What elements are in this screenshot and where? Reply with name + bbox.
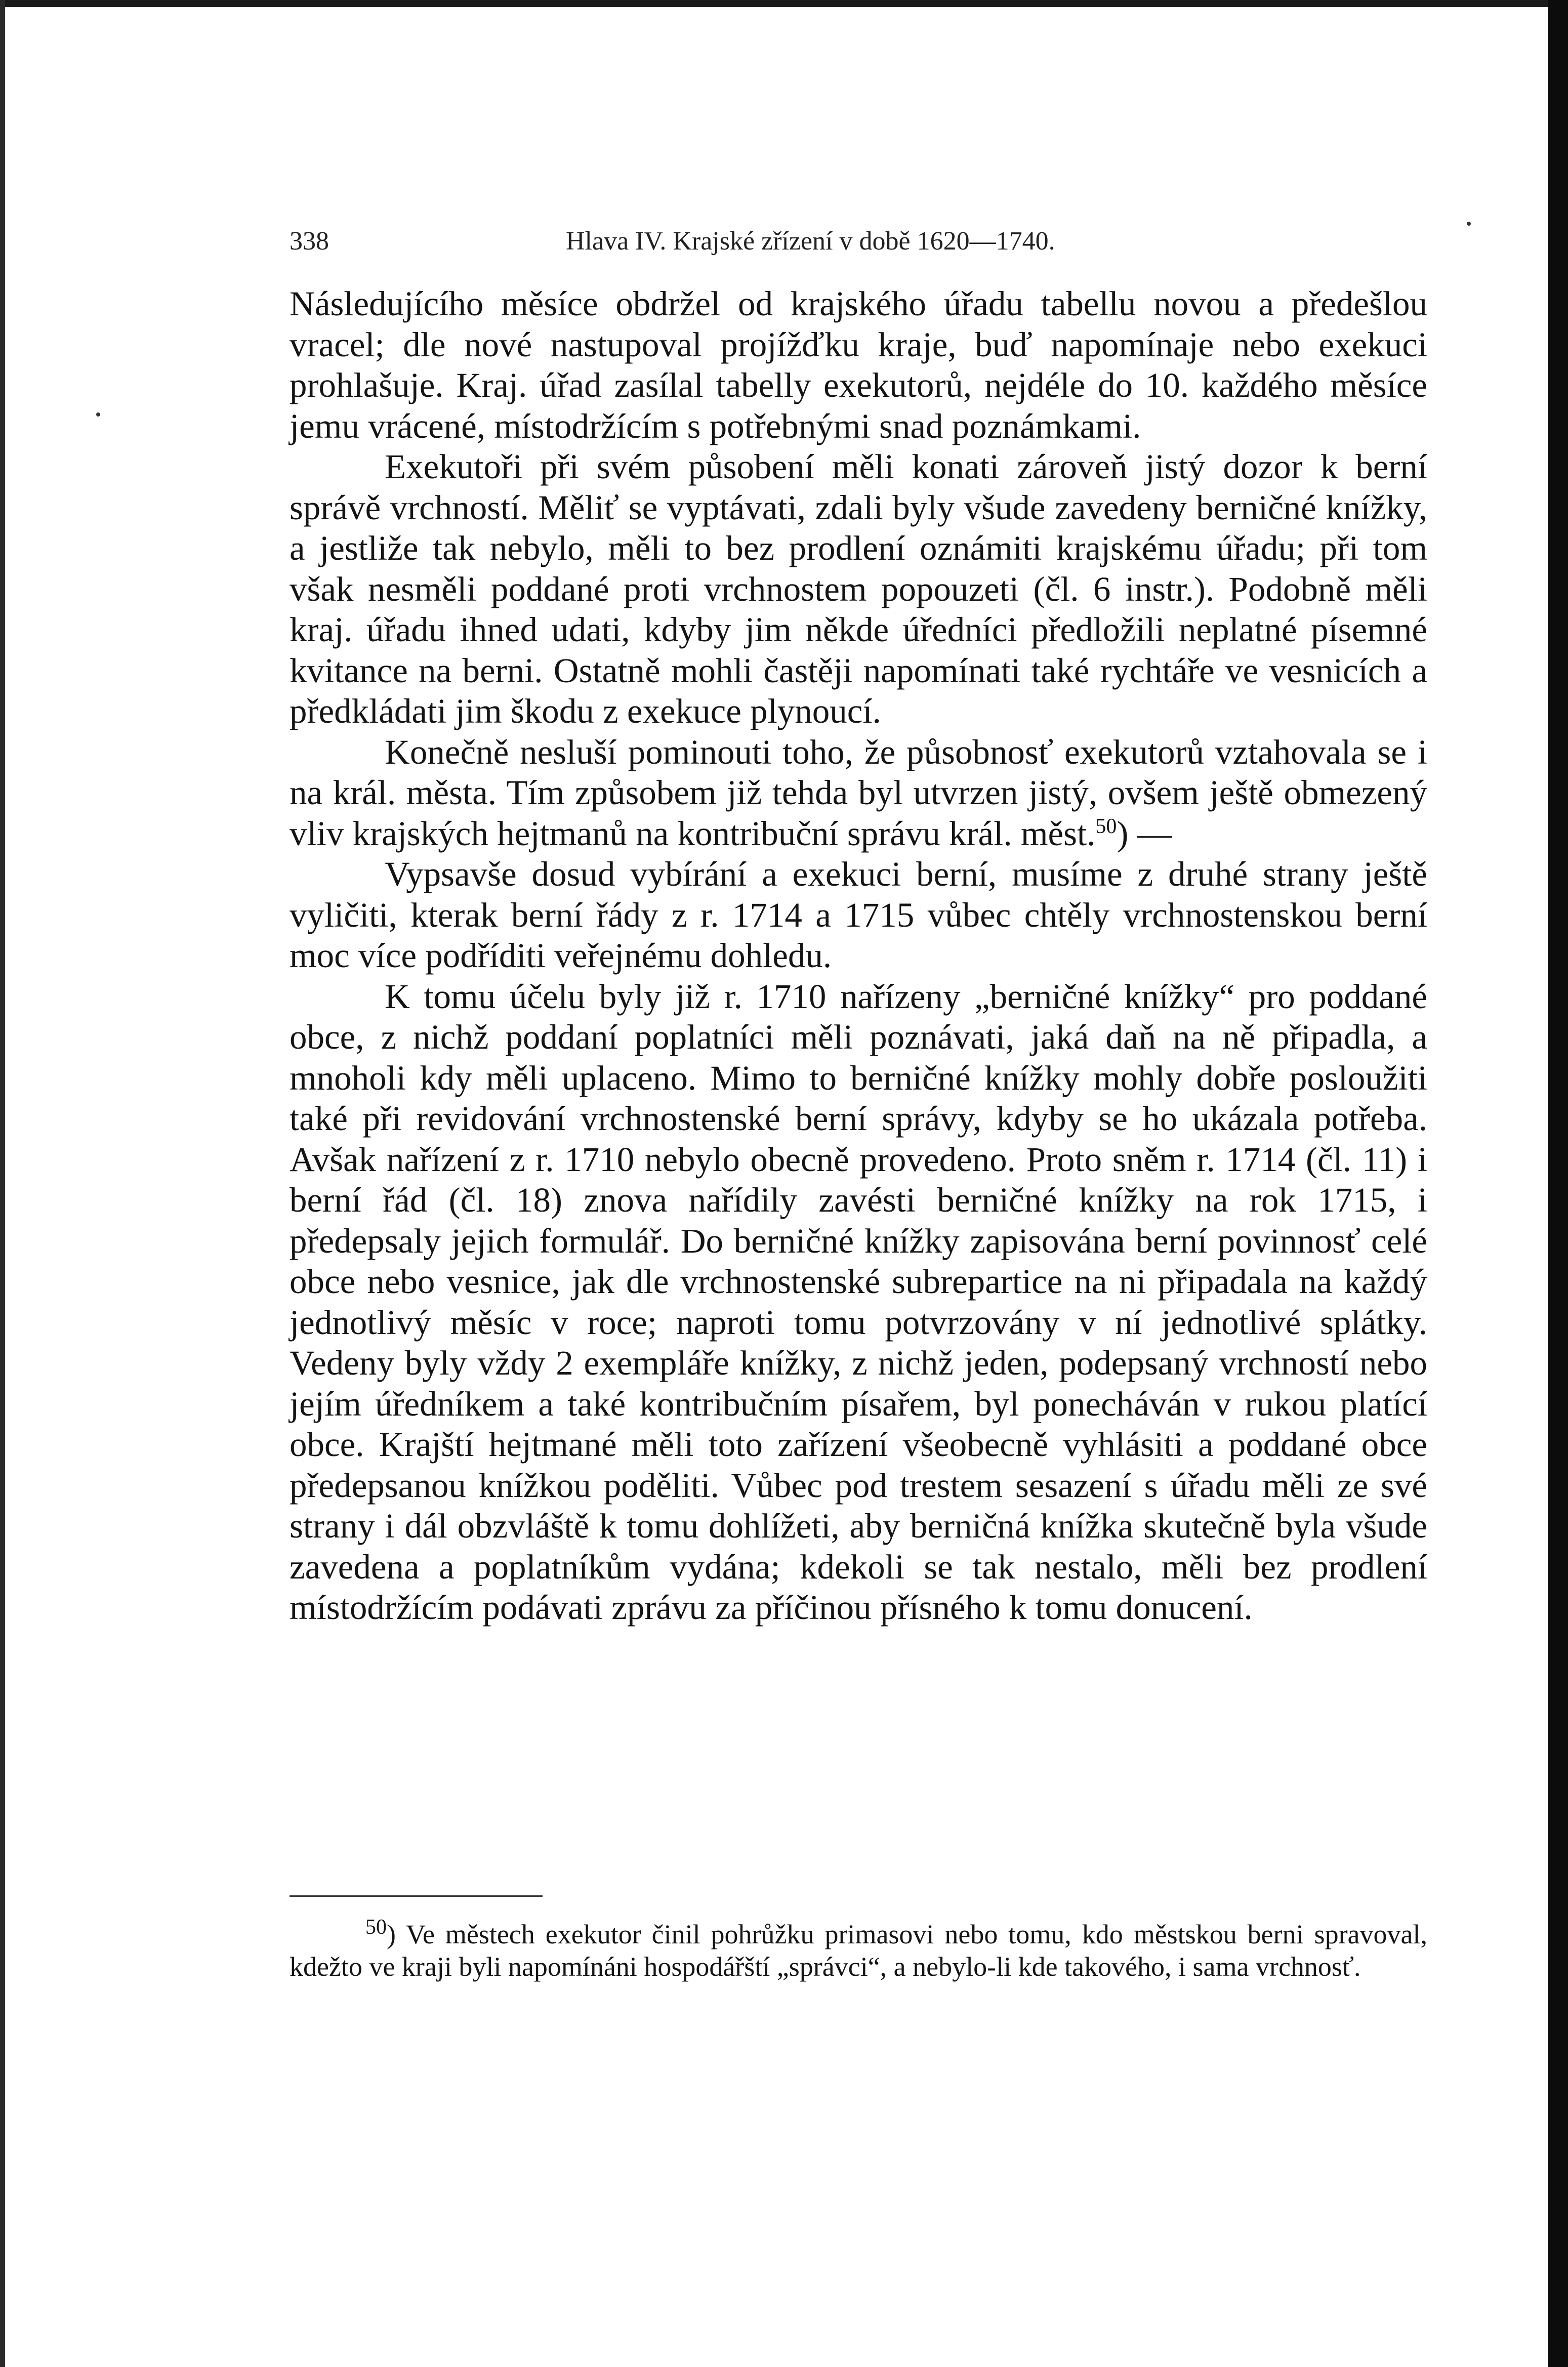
running-title: Hlava IV. Krajské zřízení v době 1620—1740. <box>566 227 1055 256</box>
scan-speck <box>1467 222 1471 226</box>
paragraph-3-text: Konečně nesluší pominouti toho, že působnosť exekutorů vztahovala se i na král. města. Tím způsobem již tehda byl utvrzen jistý, ovšem ještě obmezený vliv krajských hejtmanů na kontribuční správu král. měst. <box>290 732 1427 853</box>
scan-top-edge <box>0 0 1568 7</box>
scan-left-edge <box>0 0 5 2367</box>
paragraph-2: Exekutoři při svém působení měli konati zároveň jistý dozor k berní správě vrchností. Měliť se vyptávati, zdali byly všude zavedeny berničné knížky, a jestliže tak nebylo, měli to bez prodlení oznámiti krajskému úřadu; při tom však nesměli poddané proti vrchnostem popouzeti (čl. 6 instr.). Podobně měli kraj. úřadu ihned udati, kdyby jim někde úředníci předložili neplatné písemné kvitance na berni. Ostatně mohli častěji napomínati také rychtáře ve vesnicích a předkládati jim škodu z exekuce plynoucí. <box>290 447 1427 730</box>
footnote-divider <box>290 1895 543 1897</box>
footnote <box>290 1918 1427 1983</box>
body-text <box>290 283 1427 1628</box>
paragraph-4: Vypsavše dosud vybírání a exekuci berní, musíme z druhé strany ještě vyličiti, kterak berní řády z r. 1714 a 1715 vůbec chtěly vrchnostenskou berní moc více podříditi veřejnému dohledu. <box>290 855 1427 975</box>
paragraph-3-tail: ) — <box>1117 814 1172 853</box>
paragraph-3 <box>290 732 1427 854</box>
footnote-reference: 50 <box>1095 814 1117 838</box>
paragraph-5: K tomu účelu byly již r. 1710 nařízeny „berničné knížky“ pro poddané obce, z nichž poddaní poplatníci měli poznávati, jaká daň na ně připadla, a mnoholi kdy měli uplaceno. Mimo to berničné knížky mohly dobře posloužiti také při revidování vrchnostenské berní správy, kdyby se ho ukázala potřeba. Avšak nařízení z r. 1710 nebylo obecně provedeno. Proto sněm r. 1714 (čl. 11) i berní řád (čl. 18) znova nařídily zavésti berničné knížky na rok 1715, i předepsaly jejich formulář. Do berničné knížky zapisována berní povinnosť celé obce nebo vesnice, jak dle vrchnostenské subrepartice na ni připadala na každý jednotlivý měsíc v roce; naproti tomu potvrzovány v ní jednotlivé splátky. Vedeny byly vždy 2 exempláře knížky, z nichž jeden, podepsaný vrchností nebo jejím úředníkem a také kontribučním písařem, byl ponecháván v rukou platící obce. Krajští hejtmané měli toto zařízení všeobecně vyhlásiti a poddané obce předepsanou knížkou poděliti. Vůbec pod trestem sesazení s úřadu měli ze své strany i dál obzvláště k tomu dohlížeti, aby berničná knížka skutečně byla všude zavedena a poplatníkům vydána; kdekoli se tak nestalo, měli bez prodlení místodržícím podávati zprávu za příčinou přísného k tomu donucení. <box>290 977 1427 1627</box>
paragraph-1: Následujícího měsíce obdržel od krajského úřadu tabellu novou a předešlou vracel; dle nové nastupoval projížďku kraje, buď napomínaje nebo exekuci prohlašuje. Kraj. úřad zasílal tabelly exekutorů, nejdéle do 10. každého měsíce jemu vrácené, místodržícím s potřebnými snad poznámkami. <box>290 284 1427 445</box>
scan-right-edge <box>1548 0 1568 2367</box>
footnote-marker: 50 <box>365 1916 387 1939</box>
running-header <box>290 224 1427 259</box>
page-number: 338 <box>290 227 329 256</box>
scan-speck <box>96 412 100 417</box>
footnote-text: ) Ve městech exekutor činil pohrůžku primasovi nebo tomu, kdo městskou berni spravoval, kdežto ve kraji byli napomínáni hospodářští „správci“, a nebylo-li kde takového, i sama vrchnosť. <box>290 1919 1427 1982</box>
